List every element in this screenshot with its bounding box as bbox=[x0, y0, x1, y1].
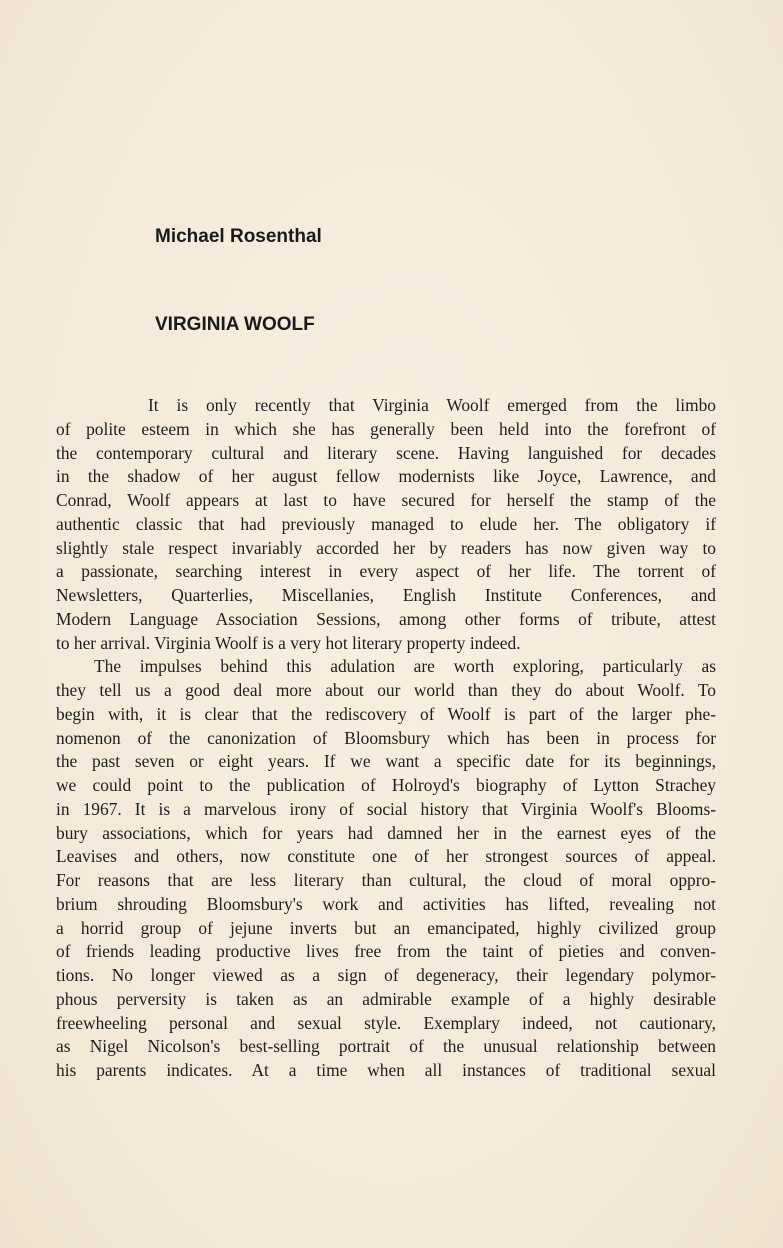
text-line: Leavises and others, now constitute one of her strongest sources of appeal. bbox=[56, 846, 716, 867]
text-line: a passionate, searching interest in every aspect of her life. The torrent of bbox=[56, 561, 716, 582]
text-line: nomenon of the canonization of Bloomsbury which has been in process for bbox=[56, 727, 716, 748]
text-line: Newsletters, Quarterlies, Miscellanies, English Institute Conferences, and bbox=[56, 585, 716, 605]
text-line: The impulses behind this adulation are worth exploring, particularly as bbox=[94, 656, 716, 677]
text-line: authentic classic that had previously managed to elude her. The obligatory if bbox=[56, 513, 716, 534]
text-line: slightly stale respect invariably accorded her by readers has now given way to bbox=[56, 537, 716, 558]
text-line: the past seven or eight years. If we want a specific date for its beginnings, bbox=[56, 751, 716, 772]
text-line: phous perversity is taken as an admirable example of a highly desirable bbox=[56, 988, 716, 1009]
text-line: they tell us a good deal more about our world than they do about Woolf. To bbox=[56, 680, 716, 700]
text-line: bury associations, which for years had damned her in the earnest eyes of the bbox=[56, 822, 716, 843]
text-line: tions. No longer viewed as a sign of degeneracy, their legendary polymor- bbox=[56, 965, 716, 985]
text-line: of friends leading productive lives free from the taint of pieties and conven- bbox=[56, 941, 716, 962]
paragraph-2 bbox=[56, 655, 716, 1083]
author-name: Michael Rosenthal bbox=[155, 226, 322, 247]
text-line: a horrid group of jejune inverts but an emancipated, highly civilized group bbox=[56, 917, 716, 938]
text-line: freewheeling personal and sexual style. Exemplary indeed, not cautionary, bbox=[56, 1012, 716, 1033]
text-line: Conrad, Woolf appears at last to have secured for herself the stamp of the bbox=[56, 490, 716, 510]
text-line: begin with, it is clear that the rediscovery of Woolf is part of the larger phe- bbox=[56, 703, 716, 724]
text-line: to her arrival. Virginia Woolf is a very hot literary property indeed. bbox=[56, 632, 521, 653]
text-line: the contemporary cultural and literary scene. Having languished for decades bbox=[56, 442, 716, 463]
text-line: we could point to the publication of Holroyd's biography of Lytton Strachey bbox=[56, 775, 716, 795]
text-line: in the shadow of her august fellow modernists like Joyce, Lawrence, and bbox=[56, 466, 716, 487]
essay-body bbox=[56, 394, 716, 1083]
text-line: his parents indicates. At a time when all instances of traditional sexual bbox=[56, 1060, 716, 1080]
text-line: as Nigel Nicolson's best-selling portrait of the unusual relationship between bbox=[56, 1036, 716, 1057]
text-line: of polite esteem in which she has generally been held into the forefront of bbox=[56, 418, 716, 439]
text-line: It is only recently that Virginia Woolf emerged from the limbo bbox=[148, 395, 716, 415]
text-line: brium shrouding Bloomsbury's work and activities has lifted, revealing not bbox=[56, 893, 716, 914]
text-line: Modern Language Association Sessions, among other forms of tribute, attest bbox=[56, 608, 716, 629]
text-line: in 1967. It is a marvelous irony of social history that Virginia Woolf's Blooms- bbox=[56, 798, 716, 819]
paragraph-1 bbox=[56, 394, 716, 655]
text-line: For reasons that are less literary than cultural, the cloud of moral oppro- bbox=[56, 870, 716, 890]
essay-title: VIRGINIA WOOLF bbox=[155, 314, 315, 335]
